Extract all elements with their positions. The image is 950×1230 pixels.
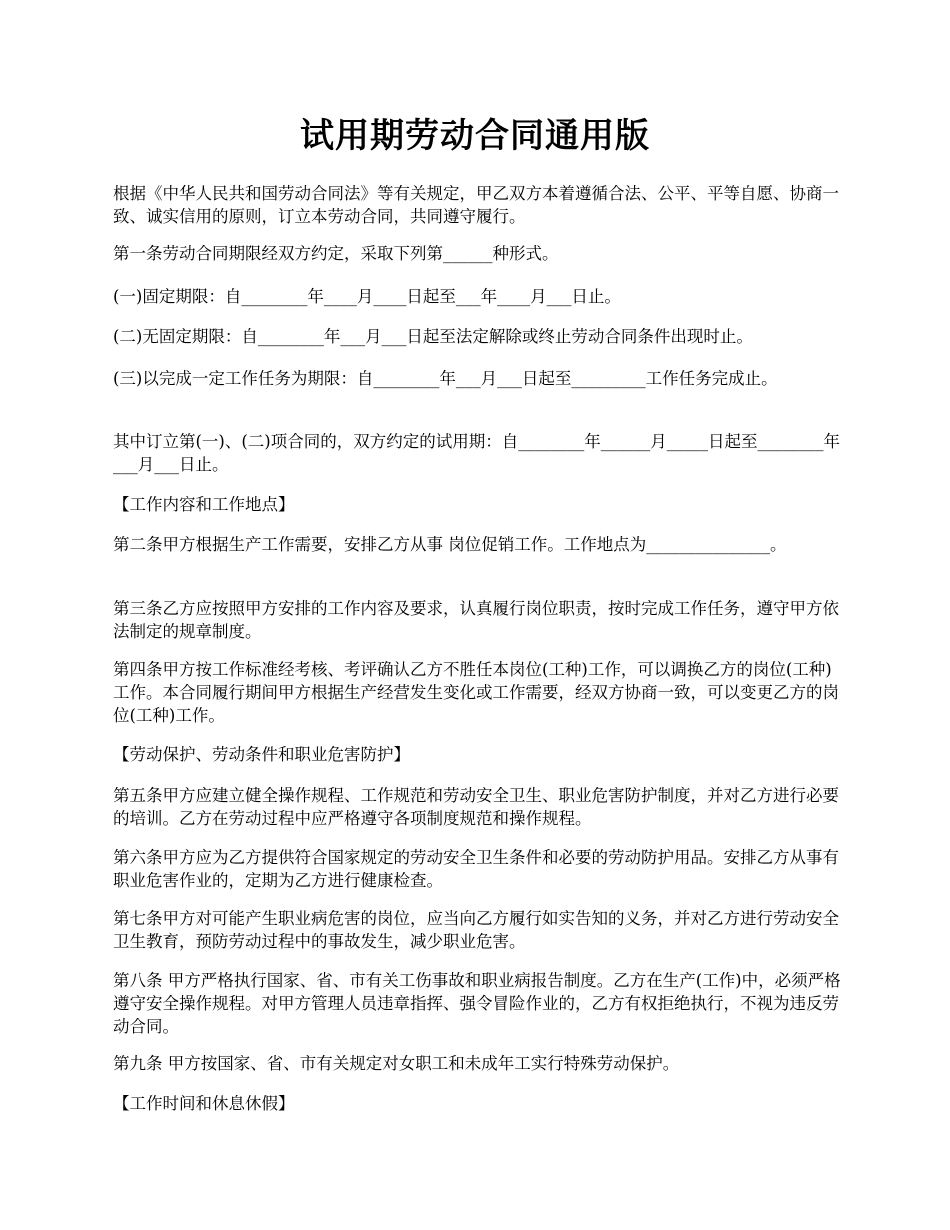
paragraph-preamble: 根据《中华人民共和国劳动合同法》等有关规定，甲乙双方本着遵循合法、公平、平等自愿、协商一致、诚实信用的原则，订立本劳动合同，共同遵守履行。 — [113, 184, 839, 226]
section-heading-work-content: 【工作内容和工作地点】 — [113, 495, 295, 514]
paragraph-article-1: 第一条劳动合同期限经双方约定，采取下列第______种形式。 — [113, 244, 559, 263]
paragraph-article-9: 第九条 甲方按国家、省、市有关规定对女职工和未成年工实行特殊劳动保护。 — [113, 1054, 680, 1073]
paragraph-article-3: 第三条乙方应按照甲方安排的工作内容及要求，认真履行岗位职责，按时完成工作任务，遵守甲方依法制定的规章制度。 — [113, 599, 839, 641]
paragraph-task-term: (三)以完成一定工作任务为期限：自________年___月___日起至_________工作任务完成止。 — [113, 369, 778, 388]
paragraph-open-term: (二)无固定期限：自________年___月___日起至法定解除或终止劳动合同条件出现时止。 — [113, 327, 753, 346]
paragraph-article-6: 第六条甲方应为乙方提供符合国家规定的劳动安全卫生条件和必要的劳动防护用品。安排乙方从事有职业危害作业的，定期为乙方进行健康检查。 — [113, 848, 839, 890]
paragraph-article-4: 第四条甲方按工作标准经考核、考评确认乙方不胜任本岗位(工种)工作，可以调换乙方的岗位(工种)工作。本合同履行期间甲方根据生产经营发生变化或工作需要，经双方协商一致，可以变更乙方的岗位(工种)工作。 — [113, 660, 839, 725]
paragraph-fixed-term: (一)固定期限：自________年____月____日起至___年____月___日止。 — [113, 287, 621, 306]
paragraph-article-8: 第八条 甲方严格执行国家、省、市有关工伤事故和职业病报告制度。乙方在生产(工作)中，必须严格遵守安全操作规程。对甲方管理人员违章指挥、强令冒险作业的，乙方有权拒绝执行，不视为违反劳动合同。 — [113, 971, 841, 1036]
paragraph-probation: 其中订立第(一)、(二)项合同的，双方约定的试用期：自________年______月_____日起至________年___月___日止。 — [113, 432, 840, 474]
section-heading-labor-protection: 【劳动保护、劳动条件和职业危害防护】 — [113, 745, 410, 764]
paragraph-article-2: 第二条甲方根据生产工作需要，安排乙方从事 岗位促销工作。工作地点为_______________。 — [113, 535, 787, 554]
paragraph-article-5: 第五条甲方应建立健全操作规程、工作规范和劳动安全卫生、职业危害防护制度，并对乙方进行必要的培训。乙方在劳动过程中应严格遵守各项制度规范和操作规程。 — [113, 786, 839, 828]
section-heading-working-hours: 【工作时间和休息休假】 — [113, 1094, 295, 1113]
paragraph-article-7: 第七条甲方对可能产生职业病危害的岗位，应当向乙方履行如实告知的义务，并对乙方进行劳动安全卫生教育，预防劳动过程中的事故发生，减少职业危害。 — [113, 909, 839, 951]
document-title: 试用期劳动合同通用版 — [300, 116, 650, 156]
